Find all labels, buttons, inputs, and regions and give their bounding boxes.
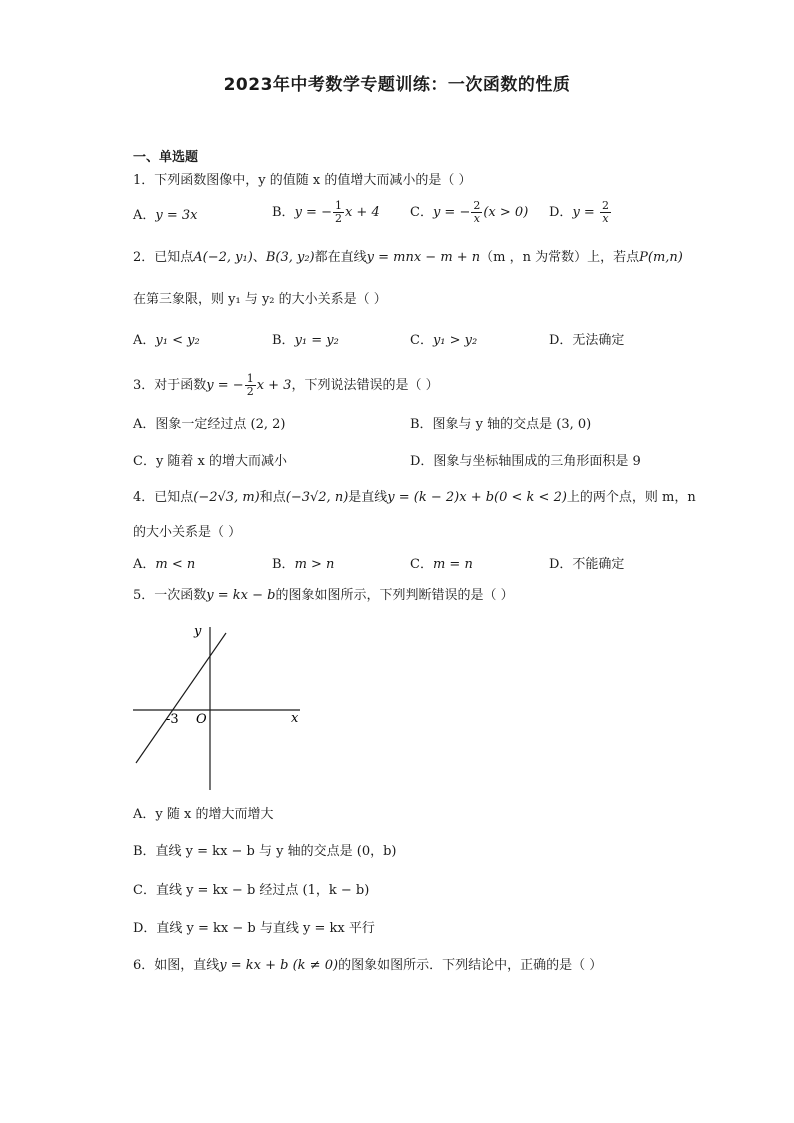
q1-option-d-expr: y = $\frac{2}{x}$ [572,199,609,225]
q4-option-b-expr: m > n [294,557,335,572]
q2-stem-part: 都在直线 [314,250,367,265]
q2-option-a-label: A． [133,333,156,348]
q2-stem-part: （m ，n 为常数）上，若点 [480,250,640,265]
q4-option-a-expr: m < n [155,557,196,572]
q5-stem-part: 5．一次函数 [133,588,207,603]
section-heading: 一、单选题 [133,150,199,165]
q1-option-a-label: A． [133,208,156,223]
q4-point-1: (−2√3, m) [193,490,260,505]
x-intercept-label: -3 [166,712,179,727]
page-title: 2023年中考数学专题训练：一次函数的性质 [223,75,571,95]
question-4-stem-line1 [133,489,696,507]
q3-stem-part: ，下列说法错误的是（ ） [291,378,439,393]
q6-func-expr: y = kx + b (k ≠ 0) [219,958,339,973]
question-1-stem: 1．下列函数图像中，y 的值随 x 的值增大而减小的是（ ） [133,173,472,188]
origin-label: O [196,712,207,727]
q2-option-b [272,332,339,350]
q3-option-b: B．图象与 y 轴的交点是 (3, 0) [410,417,592,432]
q4-option-c-expr: m = n [432,557,473,572]
q2-stem-part: 2．已知点 [133,250,194,265]
question-3-stem [133,373,439,398]
q1-option-d-label: D． [549,205,573,220]
q1-option-b-label: B． [272,205,295,220]
q2-point-p: P(m,n) [639,250,683,265]
q2-option-d: D．无法确定 [549,333,625,348]
q2-option-c-label: C． [410,333,433,348]
question-6-stem [133,957,602,975]
q3-option-a: A．图象一定经过点 (2, 2) [133,417,286,432]
q2-separator: 、 [252,250,266,265]
q5-func-expr: y = kx − b [206,588,276,603]
q5-option-d: D．直线 y = kx − b 与直线 y = kx 平行 [133,921,375,936]
q4-option-a [133,556,195,574]
q4-option-c [410,556,473,574]
q4-option-b-label: B． [272,557,295,572]
question-4-stem-line2: 的大小关系是（ ） [133,525,242,540]
q3-func-expr: y = − $\frac{1}{2}$ x + 3 [206,372,292,398]
q4-line-expr: y = (k − 2)x + b(0 < k < 2) [387,490,567,505]
q4-option-b [272,556,334,574]
q5-option-b: B．直线 y = kx − b 与 y 轴的交点是 (0，b) [133,844,397,859]
q4-stem-part: 4．已知点 [133,490,194,505]
question-2-stem-line1 [133,249,683,267]
q5-graph-figure [128,615,318,795]
q2-point-a: A(−2, y₁) [193,250,253,265]
q2-option-b-label: B． [272,333,295,348]
q4-stem-part: 和点 [259,490,286,505]
q1-option-c-label: C． [410,205,433,220]
q3-option-c: C．y 随着 x 的增大而减小 [133,454,288,469]
q1-option-b [272,200,380,225]
function-line [136,633,226,763]
q3-stem-part: 3．对于函数 [133,378,207,393]
q2-option-a-expr: y₁ < y₂ [155,333,200,348]
q4-point-2: (−3√2, n) [285,490,349,505]
q1-option-c-expr: y = − $\frac{2}{x}$ (x > 0) [432,199,529,225]
q1-option-c [410,200,528,225]
q2-option-b-expr: y₁ = y₂ [294,333,339,348]
q4-stem-part: 上的两个点，则 m，n [566,490,696,505]
q4-option-a-label: A． [133,557,156,572]
q1-option-a [133,207,198,225]
x-axis-label: x [291,711,299,726]
q2-option-c-expr: y₁ > y₂ [432,333,478,348]
q1-option-d [549,200,612,225]
question-5-stem [133,587,514,605]
q4-option-d: D．不能确定 [549,557,625,572]
q2-point-b: B(3, y₂) [265,250,315,265]
y-axis-label: y [194,624,202,639]
q3-option-d: D．图象与坐标轴围成的三角形面积是 9 [410,454,641,469]
q1-option-b-expr: y = − $\frac{1}{2}$ x + 4 [294,199,380,225]
question-2-stem-line2: 在第三象限，则 y₁ 与 y₂ 的大小关系是（ ） [133,292,387,307]
q1-option-a-expr: y = 3x [155,208,198,223]
q5-stem-part: 的图象如图所示，下列判断错误的是（ ） [275,588,514,603]
q4-option-c-label: C． [410,557,433,572]
q2-option-c [410,332,477,350]
q6-stem-part: 6．如图，直线 [133,958,220,973]
q5-option-c: C．直线 y = kx − b 经过点 (1，k − b) [133,883,370,898]
q6-stem-part: 的图象如图所示．下列结论中，正确的是（ ） [338,958,603,973]
q4-stem-part: 是直线 [348,490,388,505]
q2-option-a [133,332,200,350]
q2-line-expr: y = mnx − m + n [366,250,481,265]
q5-option-a: A．y 随 x 的增大而增大 [133,807,274,822]
